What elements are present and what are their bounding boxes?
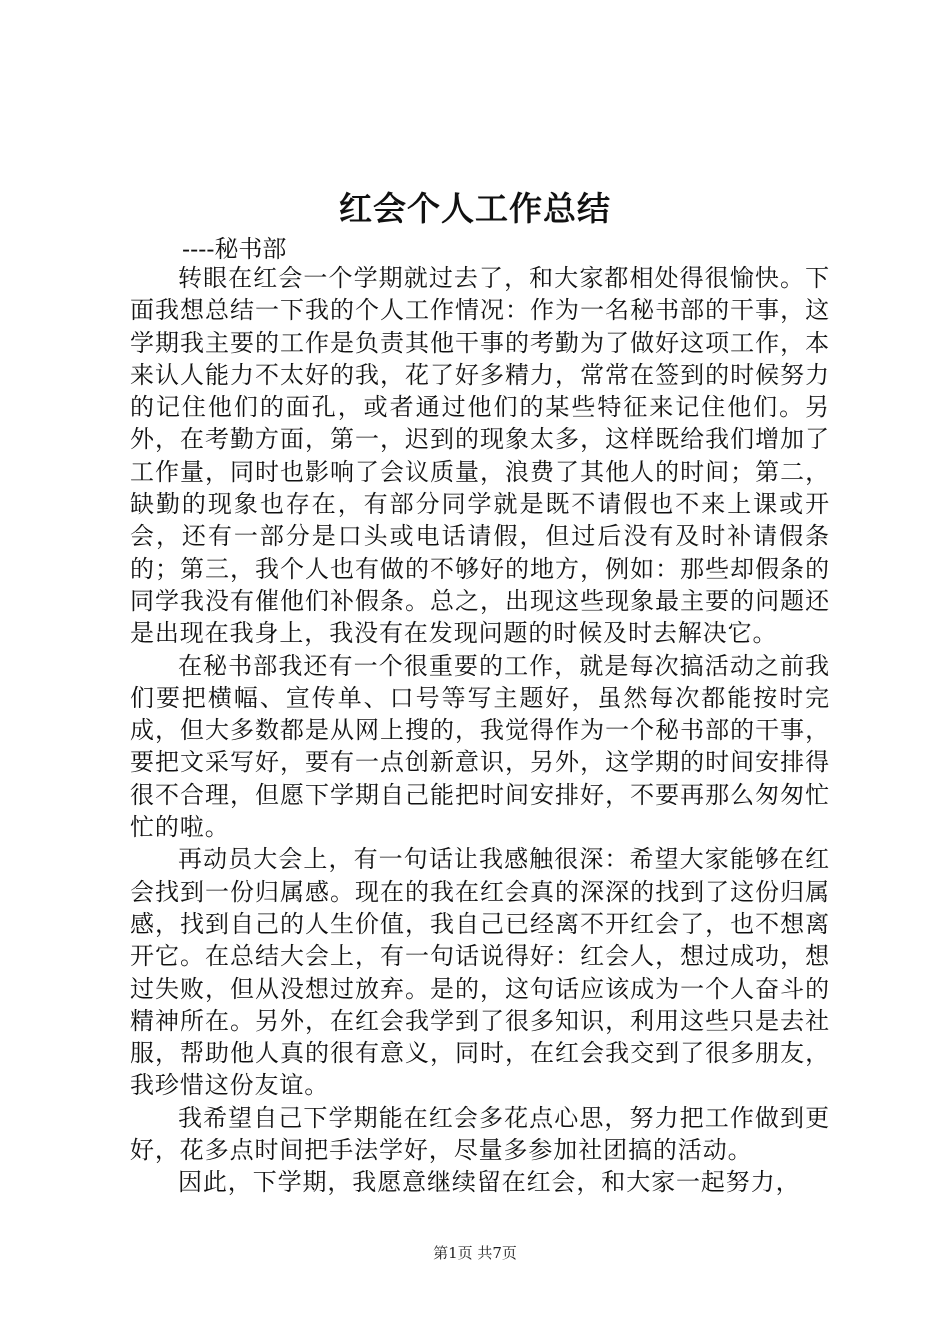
paragraph-4: 我希望自己下学期能在红会多花点心思，努力把工作做到更好，花多点时间把手法学好，尽量多参加社团搞的活动。 [130,1103,830,1165]
paragraph-1: 转眼在红会一个学期就过去了，和大家都相处得很愉快。下面我想总结一下我的个人工作情况：作为一名秘书部的干事，这学期我主要的工作是负责其他干事的考勤为了做好这项工作，本来认人能力不太好的我，花了好多精力，常常在签到的时候努力的记住他们的面孔，或者通过他们的某些特征来记住他们。另外，在考勤方面，第一，迟到的现象太多，这样既给我们增加了工作量，同时也影响了会议质量，浪费了其他人的时间；第二，缺勤的现象也存在，有部分同学就是既不请假也不来上课或开会，还有一部分是口头或电话请假，但过后没有及时补请假条的；第三，我个人也有做的不够好的地方，例如：那些却假条的同学我没有催他们补假条。总之，出现这些现象最主要的问题还是出现在我身上，我没有在发现问题的时候及时去解决它。 [130,264,830,648]
paragraph-3: 再动员大会上，有一句话让我感触很深：希望大家能够在红会找到一份归属感。现在的我在红会真的深深的找到了这份归属感，找到自己的人生价值，我自己已经离不开红会了，也不想离开它。在总结大会上，有一句话说得好：红会人，想过成功，想过失败，但从没想过放弃。是的，这句话应该成为一个人奋斗的精神所在。另外，在红会我学到了很多知识，利用这些只是去社服，帮助他人真的很有意义，同时，在红会我交到了很多朋友，我珍惜这份友谊。 [130,845,830,1100]
page-number-footer: 第1页 共7页 [433,1244,517,1262]
paragraph-5: 因此，下学期，我愿意继续留在红会，和大家一起努力， [178,1168,801,1197]
document-title: 红会个人工作总结 [339,189,611,228]
document-body [130,262,830,1199]
author-line: ----秘书部 [182,235,287,263]
paragraph-2: 在秘书部我还有一个很重要的工作，就是每次搞活动之前我们要把横幅、宣传单、口号等写主题好，虽然每次都能按时完成，但大多数都是从网上搜的，我觉得作为一个秘书部的干事，要把文采写好，要有一点创新意识，另外，这学期的时间安排得很不合理，但愿下学期自己能把时间安排好，不要再那么匆匆忙忙的啦。 [130,651,830,842]
